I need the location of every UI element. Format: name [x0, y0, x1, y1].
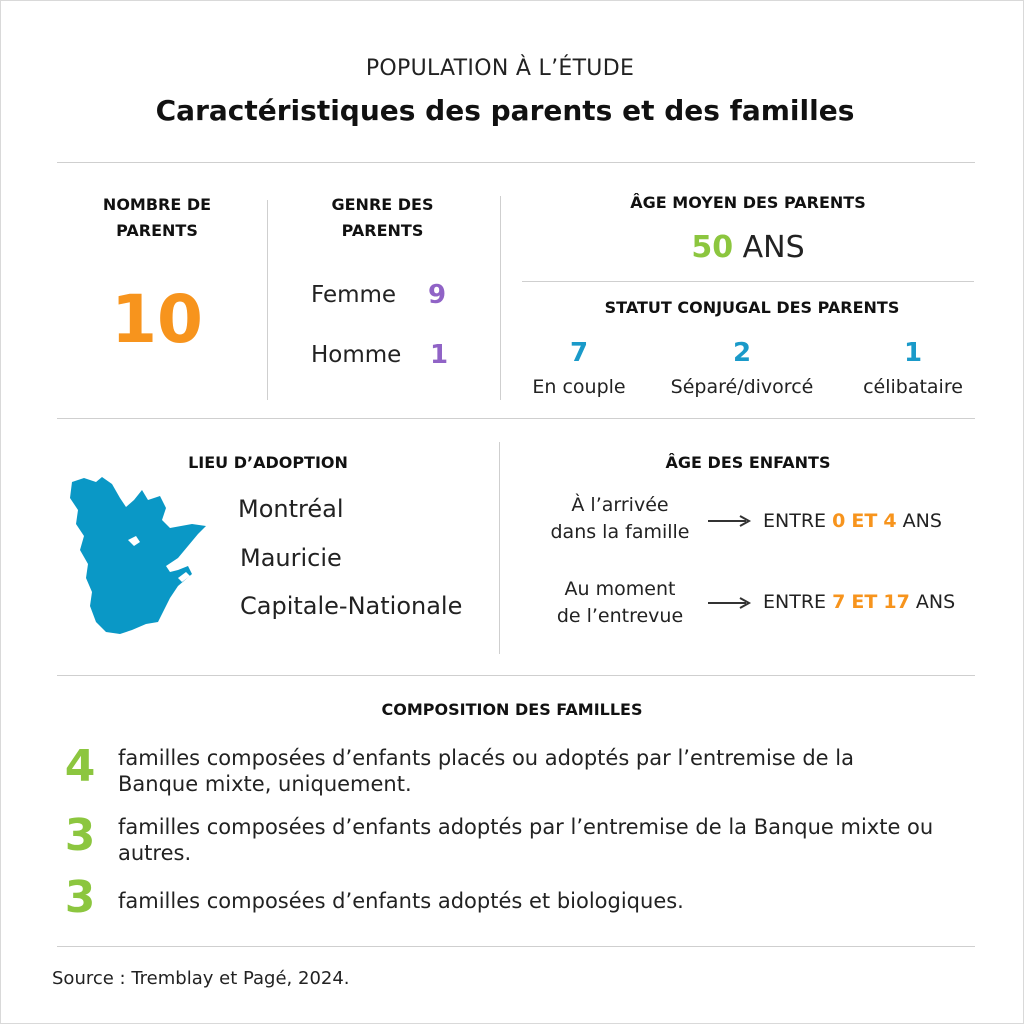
- children-age-arrival-range: [763, 510, 942, 532]
- divider-top: [57, 162, 975, 163]
- average-age-heading: ÂGE MOYEN DES PARENTS: [630, 193, 866, 212]
- adoption-place-mauricie: Mauricie: [240, 544, 342, 572]
- composition-text-1: familles composées d’enfants placés ou adoptés par l’entremise de la Banque mixte, uniquement.: [118, 746, 854, 796]
- children-age-arrival-label: [530, 492, 710, 546]
- range-high: 4: [883, 510, 897, 532]
- composition-heading: COMPOSITION DES FAMILLES: [381, 700, 643, 719]
- divider-age-status: [522, 281, 974, 282]
- divider-v2: [500, 196, 501, 400]
- average-age-unit: ANS: [742, 230, 805, 265]
- gender-label-femme: Femme: [311, 282, 397, 308]
- children-age-arrival-label-line1: À l’arrivée: [571, 494, 669, 516]
- divider-bottom: [57, 675, 975, 676]
- range-low: 7: [832, 591, 846, 613]
- marital-couple-label: En couple: [532, 376, 626, 398]
- divider-middle: [57, 418, 975, 419]
- adoption-place-heading: LIEU D’ADOPTION: [188, 453, 348, 472]
- divider-footer: [57, 946, 975, 947]
- marital-status-heading: STATUT CONJUGAL DES PARENTS: [604, 298, 900, 317]
- gender-heading: GENRE DES PARENTS: [331, 195, 434, 240]
- source-note: Source : Tremblay et Pagé, 2024.: [52, 968, 350, 989]
- arrow-right-icon: [708, 514, 752, 528]
- arrow-right-icon: [708, 596, 752, 610]
- range-unit: ANS: [902, 510, 942, 532]
- children-age-interview-label-line1: Au moment: [564, 578, 676, 600]
- parents-count-heading: NOMBRE DE PARENTS: [102, 195, 212, 240]
- adoption-place-capitale-nationale: Capitale-Nationale: [240, 592, 463, 620]
- gender-value-femme: 9: [428, 280, 447, 310]
- children-age-arrival-label-line2: dans la famille: [550, 521, 690, 543]
- children-age-interview-range: [763, 591, 955, 613]
- average-age-number: 50: [691, 230, 734, 265]
- marital-single-label: célibataire: [863, 376, 963, 398]
- marital-separated-value: 2: [732, 338, 752, 368]
- divider-v3: [499, 442, 500, 654]
- marital-couple-value: 7: [569, 338, 589, 368]
- range-low: 0: [832, 510, 846, 532]
- composition-value-3: 3: [64, 872, 96, 923]
- page-kicker: POPULATION À L’ÉTUDE: [365, 56, 635, 81]
- gender-value-homme: 1: [430, 340, 449, 370]
- marital-single-value: 1: [903, 338, 923, 368]
- children-age-heading: ÂGE DES ENFANTS: [665, 453, 831, 472]
- range-prefix: ENTRE: [763, 591, 827, 613]
- adoption-place-montreal: Montréal: [238, 495, 344, 523]
- children-age-interview-label: [530, 576, 710, 630]
- range-prefix: ENTRE: [763, 510, 827, 532]
- marital-separated-label: Séparé/divorcé: [670, 376, 814, 398]
- range-high: 17: [883, 591, 910, 613]
- range-et: ET: [851, 591, 878, 613]
- composition-text-3: familles composées d’enfants adoptés et biologiques.: [118, 889, 684, 913]
- children-age-interview-label-line2: de l’entrevue: [556, 605, 684, 627]
- average-age-value: [522, 230, 974, 265]
- composition-value-2: 3: [64, 810, 96, 861]
- range-et: ET: [851, 510, 878, 532]
- composition-value-1: 4: [64, 741, 96, 792]
- gender-label-homme: Homme: [311, 342, 402, 368]
- quebec-map-icon: [66, 474, 212, 636]
- divider-v1: [267, 200, 268, 400]
- page-title: Caractéristiques des parents et des familles: [155, 94, 855, 127]
- range-unit: ANS: [915, 591, 956, 613]
- parents-count-value: 10: [111, 281, 203, 358]
- composition-text-2: familles composées d’enfants adoptés par l’entremise de la Banque mixte ou autres.: [118, 815, 934, 865]
